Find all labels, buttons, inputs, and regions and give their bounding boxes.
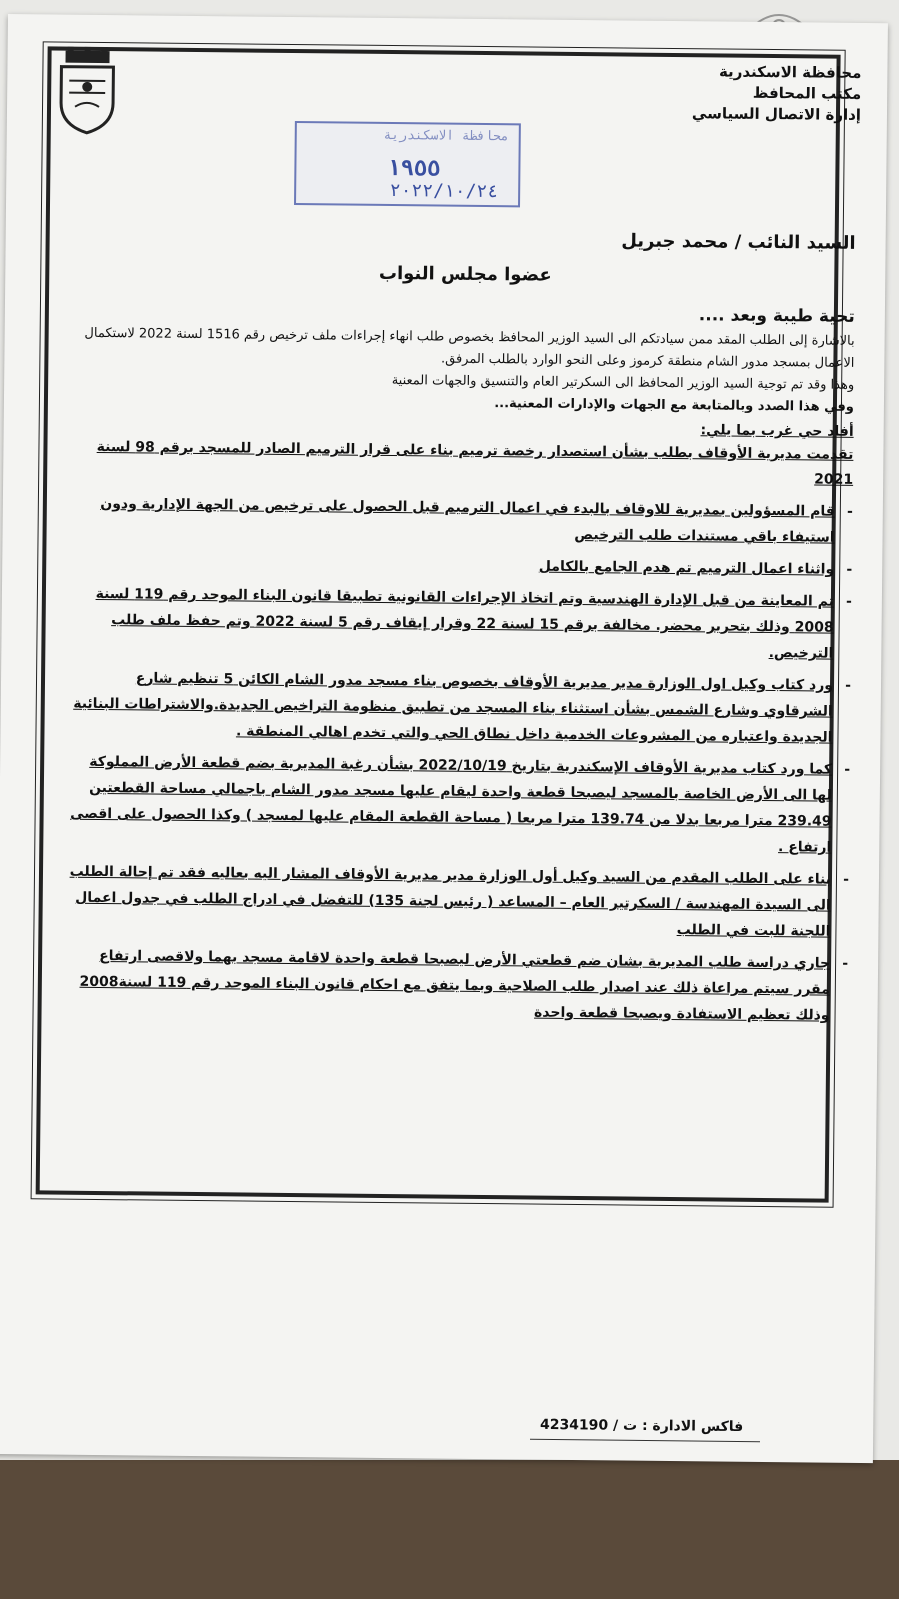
report-item: - قام المسؤولين بمديرية للاوقاف بالبدء في اعمال الترميم قبل الحصول على ترخيص من الجهة الإدارية ودون استيفاء باقي مستندات طلب الترخيص (72, 491, 853, 551)
recipient-title: عضوا مجلس النواب (378, 262, 552, 286)
report-item: - ورد كتاب وكيل اول الوزارة مدير مديرية الأوقاف بخصوص بناء مسجد مدور الشام الكائن 5 تنظيم شارع الشرقاوي وشارع الشمس بشأن استثناء بناء المسجد من تطبيق منظومة التراخيص الجديدة.والاشتراطات البنائية الجديدة واعتباره من المشروعات الخدمية داخل نطاق الحي والتي تخدم اهالي المنطقة . (70, 665, 851, 751)
fax-number: فاكس الادارة : ت / 4234190 (539, 1416, 744, 1436)
paragraph-followup: وفي هذا الصدد وبالمتابعة مع الجهات والإدارات المعنية... (494, 396, 855, 415)
coat-of-arms-icon (55, 47, 120, 138)
governorate-name: محافظة الاسكندرية (718, 62, 862, 82)
letter-body (67, 215, 855, 1029)
recipient: السيد النائب / محمد جبريل (621, 230, 856, 254)
office-name: مكتب المحافظ (752, 83, 862, 103)
report-item: - كما ورد كتاب مديرية الأوقاف الإسكندرية بتاريخ 2022/10/19 بشأن رغبة المديرية بضم قطعة الأرض المملوكة لها الى الأرض الخاصة بالمسجد ليصبحا قطعة واحدة ليقام عليها مسجد مدور الشام باجمالي مساحة القطعتين 239.49 مترا مربعا بدلا من 139.74 مترا مربعا ( مساحة القطعة المقام عليها لمسجد ) وكذا الحصول على اقصى ارتفاع . (69, 749, 850, 861)
paragraph-reference: بالاشارة إلى الطلب المقد ممن سيادتكم الى السيد الوزير المحافظ بخصوص طلب انهاء إجراءات ملف ترخيص رقم 1516 لسنة 2022 لاستكمال الاعمال بمسجد مدور الشام منطقة كرموز وعلى النحو الوارد بالطلب المرفق. (84, 325, 855, 371)
report-item: - تم المعاينة من قبل الإدارة الهندسية وتم اتخاذ الإجراءات القانونية تطبيقا قانون البناء الموحد رقم 119 لسنة 2008 وذلك بتحرير محضر. مخالفة برقم 15 لسنة 22 وقرار إيقاف رقم 5 لسنة 2022 وتم حفظ ملف طلب الترخيص. (71, 581, 852, 667)
report-item: - جاري دراسة طلب المديرية بشان ضم قطعتي الأرض ليصبحا قطعة واحدة لاقامة مسجد بهما ولاقصى ارتفاع مقرر سيتم مراعاة ذلك عند اصدار طلب الصلاحية وبما يتفق مع احكام قانون البناء الموحد رقم 119 لسنة2008 وذلك تعظيم الاستفادة ويصبحا قطعة واحدة (67, 943, 848, 1029)
incoming-stamp (294, 121, 521, 207)
report-item: - بناء على الطلب المقدم من السيد وكيل أول الوزارة مدير مديرية الأوقاف المشار اليه بعاليه فقد تم إحالة الطلب الى السيدة المهندسة / السكرتير العام – المساعد ( رئيس لجنة 135) للتفضل في ادراج الطلب في جدول اعمال اللجنة للبت في الطلب (68, 859, 849, 945)
department-name: إدارة الاتصال السياسي (691, 104, 862, 124)
paragraph-directive: وهذا وقد تم توجية السيد الوزير المحافظ الى السكرتير العام والتنسيق والجهات المعنية (391, 373, 855, 393)
letter-page (0, 14, 888, 1463)
stamp-date: ٢٠٢٢/١٠/٢٤ (389, 180, 499, 203)
stamp-title: محافظة الاسكندرية (383, 127, 509, 145)
issuer-header (661, 61, 862, 126)
stamp-number: ١٩٥٥ (387, 155, 441, 182)
greeting: تحية طيبة وبعد .... (698, 305, 855, 327)
report-intro: تقدمت مديرية الأوقاف بطلب بشأن استصدار رخصة ترميم بناء على قرار الترميم الصادر للمسجد برقم 98 لسنة 2021 (96, 438, 854, 488)
report-item: - واثناء اعمال الترميم تم هدم الجامع بالكامل (72, 549, 852, 583)
district-report-heading: أفاد حي غرب بما يلي: (700, 422, 854, 440)
